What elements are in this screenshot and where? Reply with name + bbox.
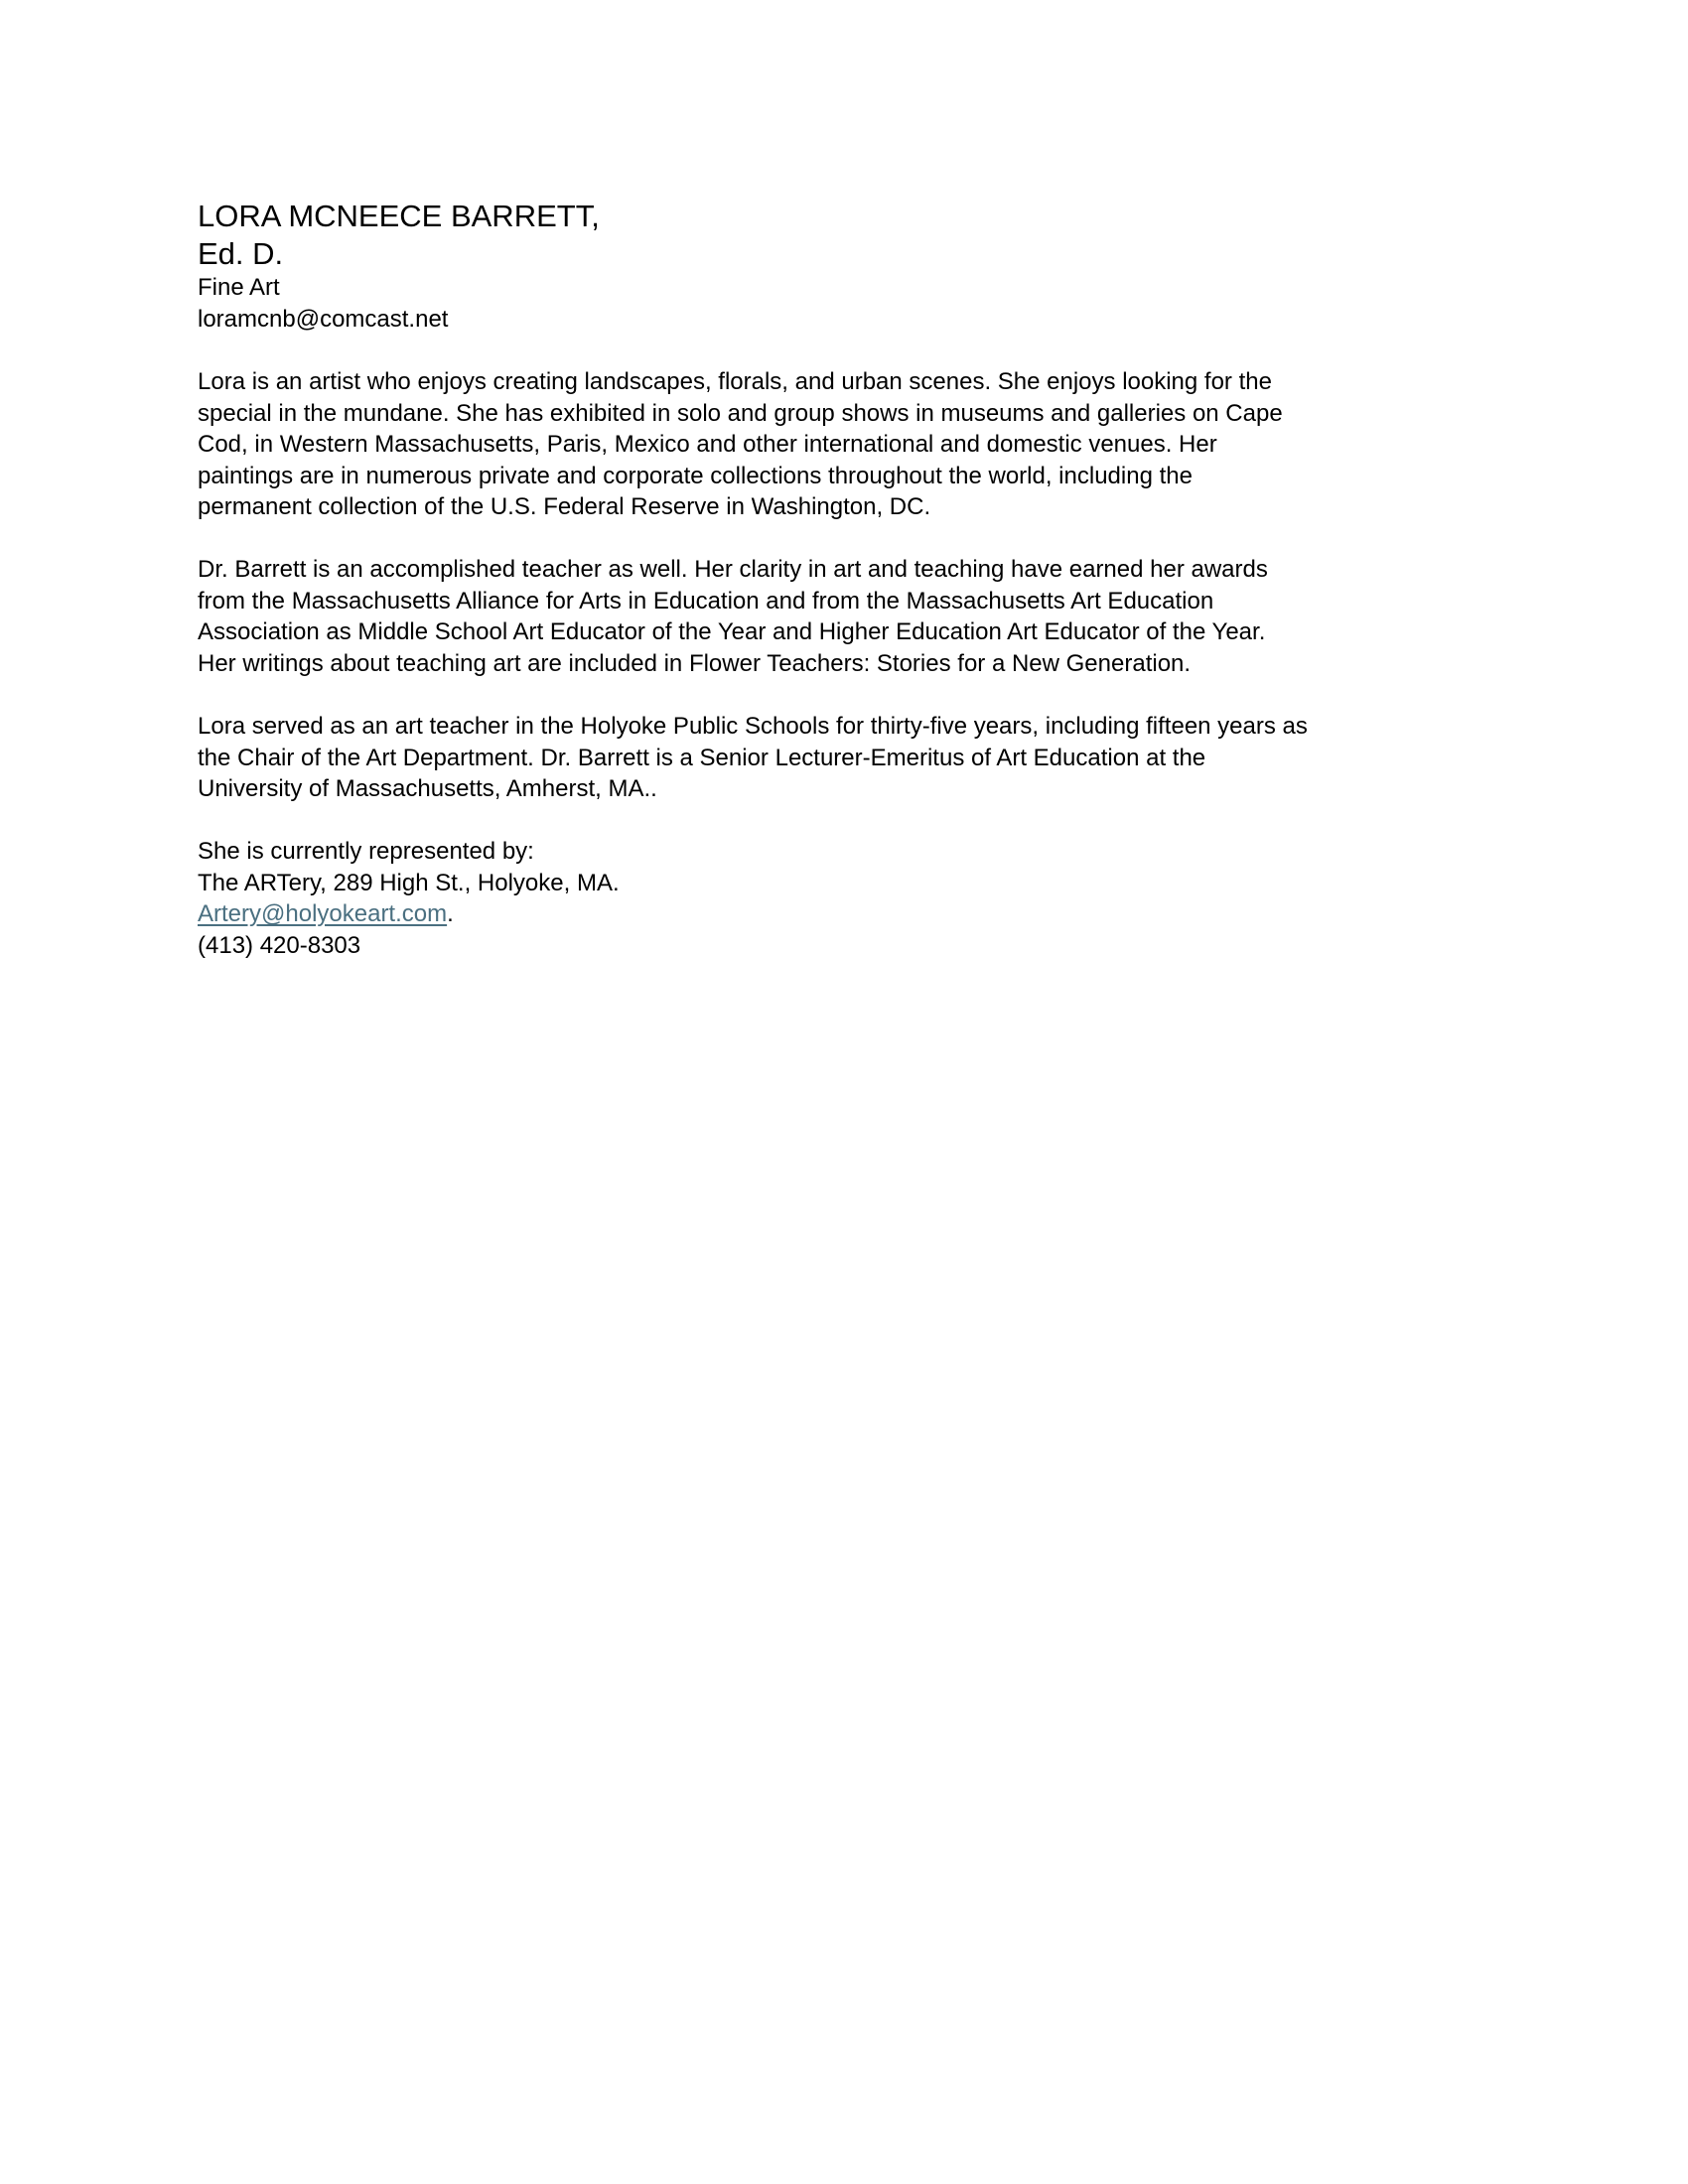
text-line: paintings are in numerous private and corporate collections throughout the world, including the: [198, 462, 1193, 489]
paragraph-career: [198, 711, 1308, 805]
text-line: Dr. Barrett is an accomplished teacher as well. Her clarity in art and teaching have earned her awards: [198, 556, 1268, 583]
text-line: Cod, in Western Massachusetts, Paris, Mexico and other international and domestic venues. Her: [198, 431, 1217, 459]
paragraph-teaching: [198, 554, 1268, 679]
text-line: from the Massachusetts Alliance for Arts in Education and from the Massachusetts Art Education: [198, 587, 1214, 614]
punctuation: .: [447, 900, 454, 928]
text-line: permanent collection of the U.S. Federal Reserve in Washington, DC.: [198, 493, 931, 521]
representation: [198, 836, 620, 961]
gallery-address: The ARTery, 289 High St., Holyoke, MA.: [198, 869, 620, 896]
header-name-block: [198, 198, 600, 273]
header-details: [198, 272, 448, 335]
contact-email: loramcnb@comcast.net: [198, 305, 449, 333]
gallery-email-link[interactable]: Artery@holyokeart.com: [198, 900, 448, 928]
text-line: special in the mundane. She has exhibited in solo and group shows in museums and galleries on Cape: [198, 399, 1283, 427]
text-line: University of Massachusetts, Amherst, MA..: [198, 775, 657, 803]
degree: Ed. D.: [198, 236, 284, 271]
representation-intro: She is currently represented by:: [198, 838, 534, 865]
gallery-email-line: [198, 898, 620, 930]
paragraph-bio: [198, 366, 1283, 523]
person-name: LORA MCNEECE BARRETT,: [198, 199, 600, 233]
text-line: Lora served as an art teacher in the Holyoke Public Schools for thirty-five years, including fifteen years as: [198, 713, 1308, 740]
text-line: the Chair of the Art Department. Dr. Barrett is a Senior Lecturer-Emeritus of Art Education at the: [198, 744, 1206, 771]
text-line: Lora is an artist who enjoys creating landscapes, florals, and urban scenes. She enjoys looking for the: [198, 368, 1272, 395]
field: Fine Art: [198, 274, 280, 301]
text-line: Her writings about teaching art are included in Flower Teachers: Stories for a New Generation.: [198, 649, 1192, 677]
text-line: Association as Middle School Art Educator of the Year and Higher Education Art Educator of the Year.: [198, 618, 1266, 646]
gallery-phone: (413) 420-8303: [198, 931, 361, 959]
